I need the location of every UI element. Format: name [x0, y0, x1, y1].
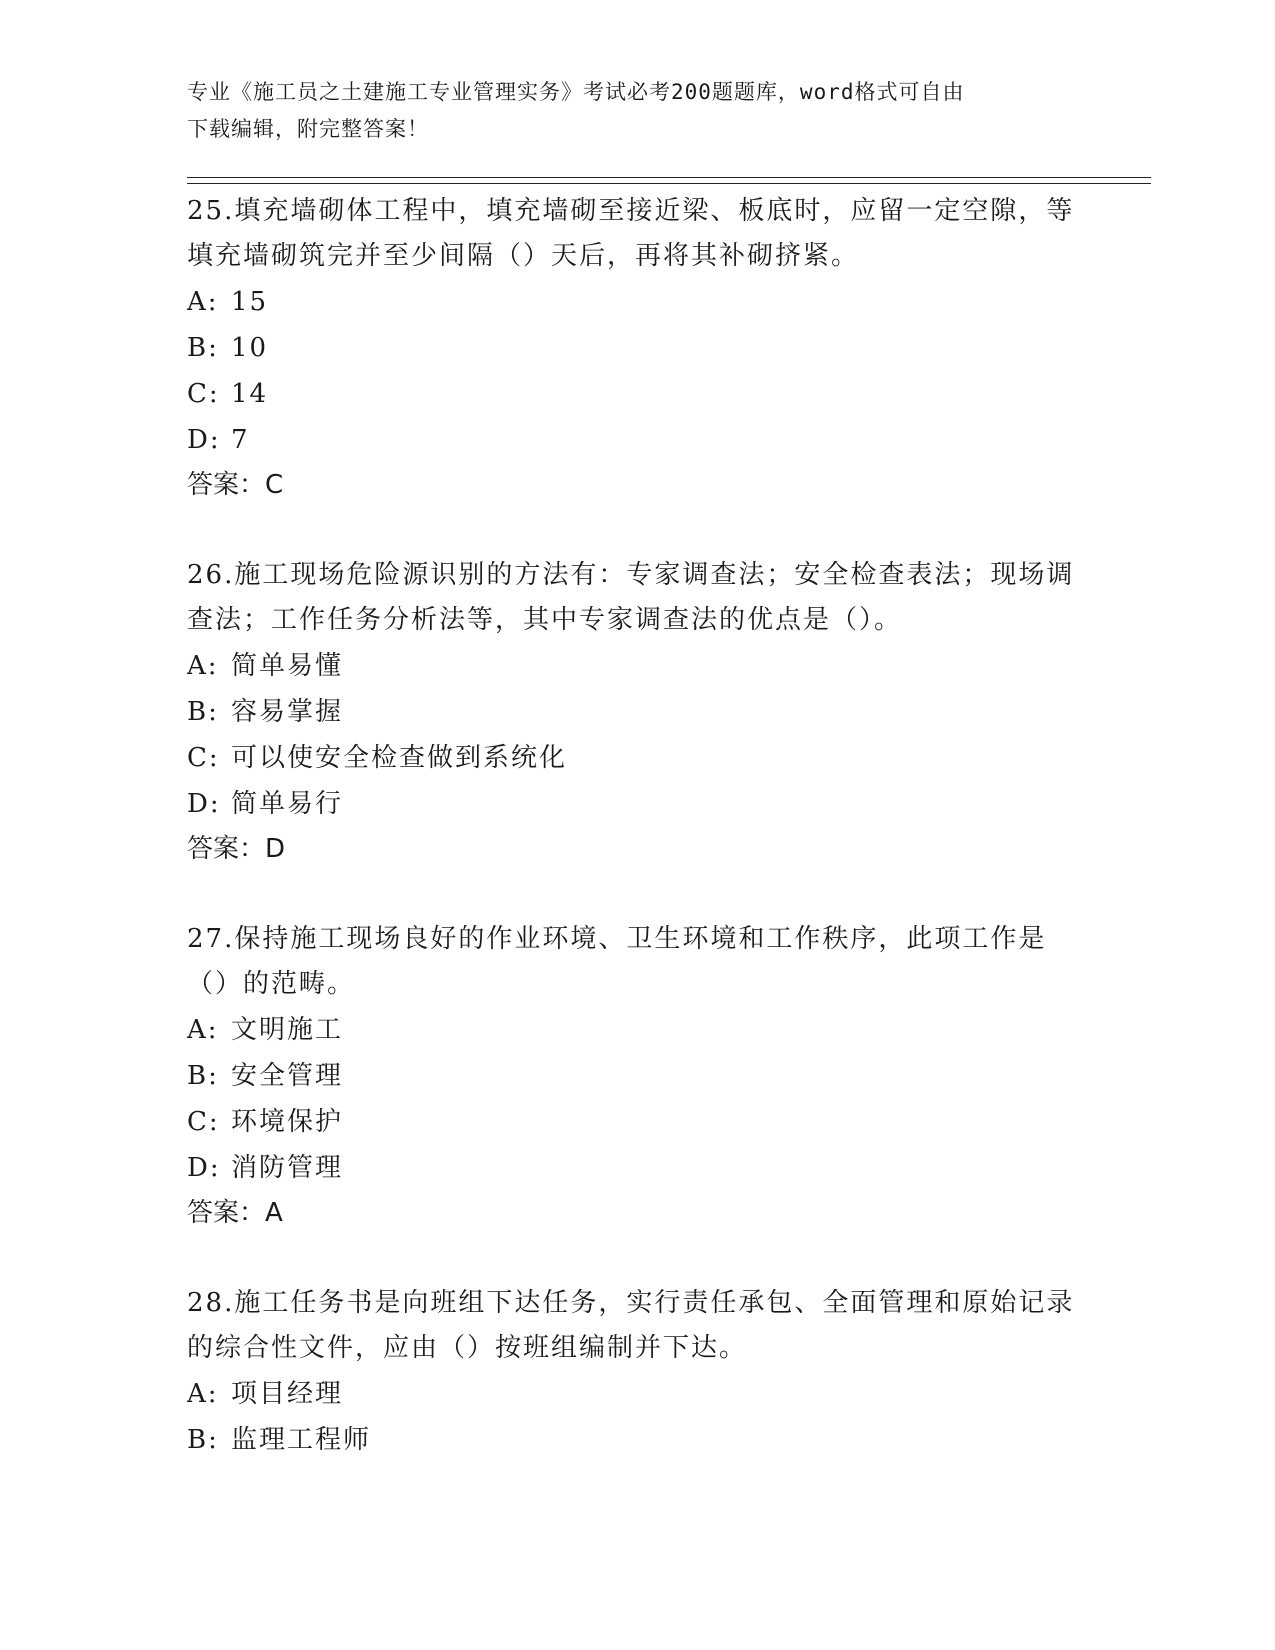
option-text: 可以使安全检查做到系统化 — [231, 743, 568, 773]
option-text: 环境保护 — [231, 1107, 344, 1137]
option-text: 15 — [231, 287, 269, 317]
option-text: 文明施工 — [231, 1015, 344, 1045]
option-key: B: — [187, 1061, 219, 1091]
option-b — [187, 689, 1087, 735]
answer-line: 答案：C — [187, 470, 284, 500]
question-stem: 27.保持施工现场良好的作业环境、卫生环境和工作秩序，此项工作是（）的范畴。 — [187, 924, 1047, 999]
answer-line: 答案：D — [187, 834, 286, 864]
document-header — [187, 74, 1067, 148]
option-key: C: — [187, 379, 220, 409]
option-text: 7 — [231, 425, 250, 455]
option-key: D: — [187, 425, 221, 455]
option-key: B: — [187, 697, 219, 727]
option-text: 10 — [231, 333, 269, 363]
header-divider-bottom — [187, 183, 1151, 184]
option-text: 监理工程师 — [231, 1425, 372, 1455]
option-text: 项目经理 — [231, 1379, 344, 1409]
option-text: 安全管理 — [231, 1061, 344, 1091]
option-c — [187, 735, 1087, 781]
option-key: A: — [187, 287, 219, 317]
option-d — [187, 781, 1087, 827]
header-line-2: 下载编辑，附完整答案！ — [187, 117, 429, 141]
option-a — [187, 643, 1087, 689]
option-a — [187, 279, 1087, 325]
option-c — [187, 1099, 1087, 1145]
question-25 — [187, 189, 1087, 507]
option-a — [187, 1007, 1087, 1053]
option-b — [187, 1417, 1087, 1463]
option-d — [187, 417, 1087, 463]
option-text: 简单易懂 — [231, 651, 344, 681]
option-c — [187, 371, 1087, 417]
option-text: 14 — [231, 379, 269, 409]
option-key: D: — [187, 1153, 221, 1183]
option-key: B: — [187, 333, 219, 363]
option-text: 消防管理 — [231, 1153, 344, 1183]
option-key: C: — [187, 1107, 220, 1137]
option-key: A: — [187, 1379, 219, 1409]
option-key: D: — [187, 789, 221, 819]
question-26 — [187, 553, 1087, 871]
option-d — [187, 1145, 1087, 1191]
question-28 — [187, 1281, 1087, 1463]
option-text: 简单易行 — [231, 789, 344, 819]
option-a — [187, 1371, 1087, 1417]
option-key: C: — [187, 743, 220, 773]
header-line-1: 专业《施工员之土建施工专业管理实务》考试必考200题题库，word格式可自由 — [187, 80, 965, 104]
option-key: A: — [187, 651, 219, 681]
option-b — [187, 1053, 1087, 1099]
answer-line: 答案：A — [187, 1198, 283, 1228]
question-stem: 25.填充墙砌体工程中，填充墙砌至接近梁、板底时，应留一定空隙，等填充墙砌筑完并至少间隔（）天后，再将其补砌挤紧。 — [187, 196, 1075, 271]
question-27 — [187, 917, 1087, 1235]
question-stem: 28.施工任务书是向班组下达任务，实行责任承包、全面管理和原始记录的综合性文件，应由（）按班组编制并下达。 — [187, 1288, 1075, 1363]
option-key: A: — [187, 1015, 219, 1045]
header-divider-top — [187, 177, 1151, 178]
option-b — [187, 325, 1087, 371]
question-stem: 26.施工现场危险源识别的方法有：专家调查法；安全检查表法；现场调查法；工作任务分析法等，其中专家调查法的优点是（）。 — [187, 560, 1075, 635]
option-key: B: — [187, 1425, 219, 1455]
option-text: 容易掌握 — [231, 697, 344, 727]
